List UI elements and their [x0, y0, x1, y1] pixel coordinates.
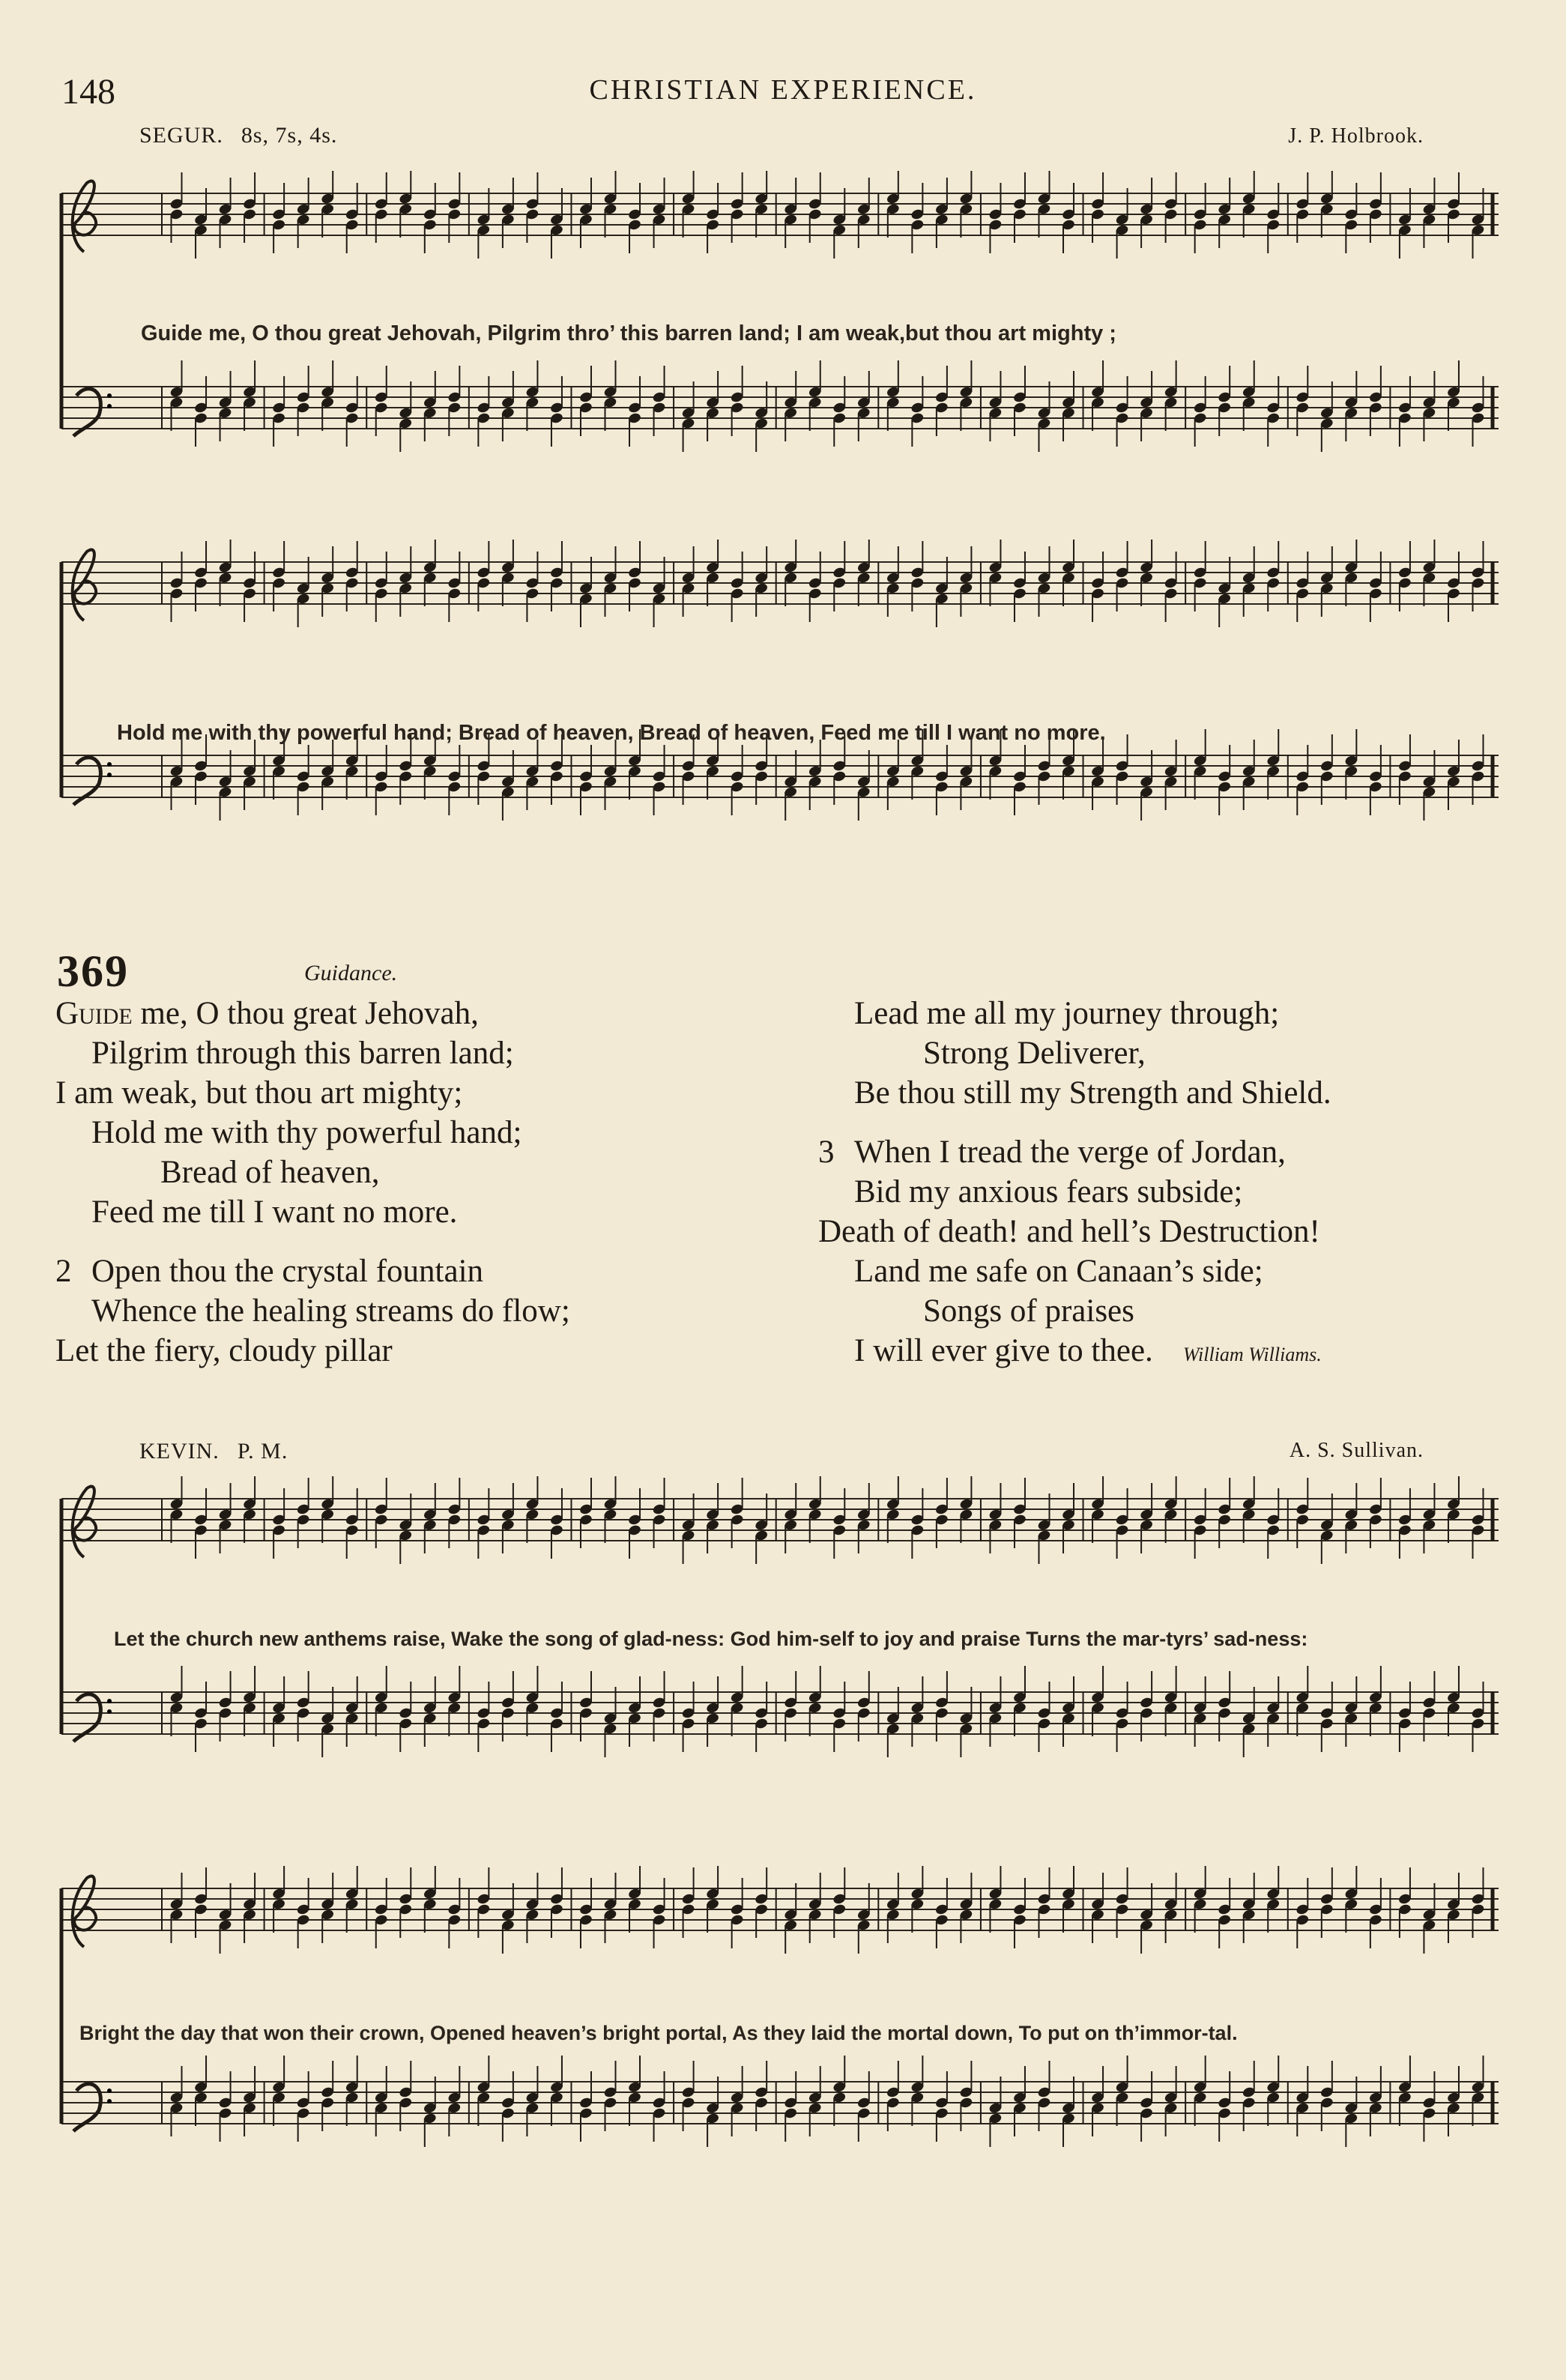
- lyric-line: Hold me with thy powerful hand; Bread of heaven, Bread of heaven, Feed me till I want no more.: [117, 721, 1106, 745]
- hymn-line: [818, 1251, 1538, 1291]
- bass-clef-dot: [107, 1699, 112, 1703]
- bass-clef-dot: [107, 2099, 112, 2103]
- hymn-line: [55, 994, 805, 1033]
- treble-clef-icon: [73, 1876, 96, 1947]
- lyric-line: Bright the day that won their crown, Opened heaven’s bright portal, As they laid the mortal down, To put on th’immor-tal.: [79, 2022, 1238, 2044]
- hymn-line-text: Be thou still my Strength and Shield.: [854, 1075, 1331, 1111]
- hymn-line-text: Death of death! and hell’s Destruction!: [818, 1214, 1320, 1249]
- tune-meter: 8s, 7s, 4s.: [241, 123, 338, 148]
- hymn-line: [55, 1291, 805, 1331]
- hymn-line: [818, 1132, 1538, 1172]
- hymn-line-text: Feed me till I want no more.: [91, 1194, 458, 1230]
- hymn-line: [818, 1331, 1538, 1374]
- hymn-line-text: When I tread the verge of Jordan,: [854, 1135, 1286, 1170]
- hymn-number: 369: [57, 946, 129, 996]
- tune-name-label: KEVIN.: [139, 1439, 220, 1464]
- hymn-line: [818, 1172, 1538, 1212]
- hymn-text-left-column: [55, 994, 805, 1371]
- hymn-line-text: Lead me all my journey through;: [854, 996, 1280, 1031]
- tune-name: [139, 123, 337, 148]
- hymn-line: [818, 1033, 1538, 1073]
- hymn-line: [55, 1113, 805, 1153]
- hymn-line-text: Land me safe on Canaan’s side;: [854, 1254, 1263, 1289]
- hymn-line: [55, 1033, 805, 1073]
- hymn-line: [55, 1153, 805, 1192]
- hymn-line-text: me, O thou great Jehovah,: [132, 996, 479, 1031]
- treble-clef-icon: [73, 1487, 96, 1557]
- tune-meter: P. M.: [237, 1439, 288, 1464]
- lyric-line: Guide me, O thou great Jehovah, Pilgrim thro’ this barren land; I am weak,but thou art mighty ;: [141, 321, 1116, 345]
- tune-name: [139, 1439, 288, 1464]
- lyric-line: Let the church new anthems raise, Wake the song of glad-ness: God him-self to joy and praise Turns the mar-tyrs’ sad-ness:: [114, 1628, 1308, 1650]
- hymn-subject: Guidance.: [304, 961, 398, 985]
- verse-number: 3: [818, 1135, 835, 1170]
- hymn-line: [55, 1331, 805, 1371]
- hymn-line-text: Pilgrim through this barren land;: [91, 1036, 514, 1071]
- composer: A. S. Sullivan.: [1289, 1439, 1424, 1462]
- hymn-line-text: Let the fiery, cloudy pillar: [55, 1333, 393, 1368]
- stanza-gap: [818, 1113, 1538, 1132]
- tune-name-label: SEGUR.: [139, 123, 223, 148]
- hymn-line: [818, 1073, 1538, 1113]
- hymn-line: [55, 1192, 805, 1232]
- hymn-line-text: Hold me with thy powerful hand;: [91, 1115, 522, 1150]
- hymn-line-text: Whence the healing streams do flow;: [91, 1293, 570, 1329]
- hymn-line-text: Bid my anxious fears subside;: [854, 1174, 1243, 1209]
- first-word: Guide: [55, 996, 133, 1031]
- treble-clef-icon: [73, 550, 96, 620]
- composer: J. P. Holbrook.: [1288, 124, 1424, 148]
- bass-clef-dot: [107, 1709, 112, 1714]
- hymn-line-text: Strong Deliverer,: [923, 1036, 1146, 1071]
- stanza-gap: [55, 1232, 805, 1251]
- treble-clef-icon: [73, 181, 96, 252]
- bass-clef-dot: [107, 773, 112, 777]
- hymn-line: [818, 994, 1538, 1033]
- bass-clef-dot: [107, 762, 112, 767]
- hymn-text-right-column: [818, 994, 1538, 1374]
- music-system: [57, 540, 1503, 854]
- verse-number: 2: [55, 1254, 72, 1289]
- hymn-line: [55, 1073, 805, 1113]
- hymn-line: [818, 1212, 1538, 1251]
- hymn-author: William Williams.: [1182, 1344, 1322, 1365]
- hymn-line: [55, 1251, 805, 1291]
- music-score: [57, 540, 1503, 854]
- hymn-line-text: I am weak, but thou art mighty;: [55, 1075, 463, 1111]
- hymn-line: [818, 1291, 1538, 1331]
- bass-clef-dot: [107, 393, 112, 398]
- bass-clef-dot: [107, 2088, 112, 2093]
- bass-clef-dot: [107, 404, 112, 408]
- running-head: CHRISTIAN EXPERIENCE.: [589, 74, 977, 106]
- hymn-line-text: Songs of praises: [923, 1293, 1134, 1329]
- hymn-line-text: Open thou the crystal fountain: [91, 1254, 484, 1289]
- hymn-line-text: Bread of heaven,: [160, 1155, 380, 1190]
- page-number: 148: [61, 72, 115, 112]
- hymn-line-text: I will ever give to thee.: [854, 1333, 1153, 1368]
